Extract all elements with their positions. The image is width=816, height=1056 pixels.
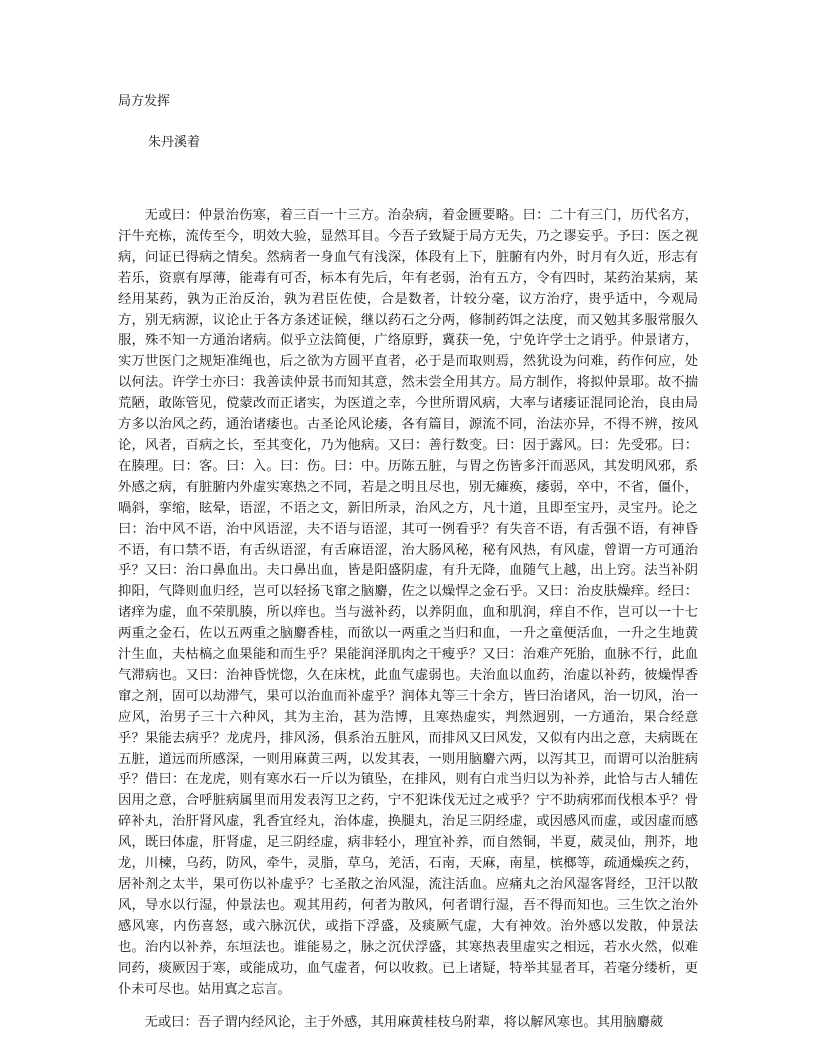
- document-title: 局方发挥: [118, 94, 171, 109]
- body-paragraph: 无或曰：吾子谓内经风论，主于外感，其用麻黄桂枝乌附辈，将以解风寒也。其用脑麝葳: [144, 1015, 664, 1031]
- body-paragraph: 无或曰：仲景治伤寒，着三百一十三方。治杂病，着金匮要略。曰：二十有三门，历代名方，汗牛充栋，流传至今，明效大验，显然耳目。今吾子致疑于局方无失，乃之谬妄乎。予曰：医之视病，问证已得病之情矣。然病者一身血气有浅深，体段有上下，脏腑有内外，时月有久近，形志有若乐，资禀有厚薄，能毒有可否，标本有先后，年有老弱，治有五方，令有四时，某药治某病，某经用某药，孰为正治反治，孰为君臣佐使，合是数者，计较分毫，议方治疗，贵乎适中，今观局方，别无病源，议论止于各方条述证候，继以药石之分两，修制药饵之法度，而又勉其多服常服久服，殊不知一方通治诸病。似乎立法简便，广络原野，冀获一免，宁免许学士之诮乎。仲景诸方，实万世医门之规矩准绳也，后之欲为方圆平直者，必于是而取则焉，然犹设为问难，药作何应，处以何法。许学士亦曰：我善读仲景书而知其意，然未尝全用其方。局方制作，将拟仲景耶。故不揣荒陋，敢陈管见，傥蒙改而正诸实，为医道之幸，今世所谓风病，大率与诸痿证混同论治，良由局方多以治风之药，通治诸痿也。古圣论风论痿，各有篇目，源流不同，治法亦异，不得不辨，按风论，风者，百病之长，至其变化，乃为他病。又曰：善行数变。曰：因于露风。曰：先受邪。曰：在腠理。曰：客。曰：入。曰：伤。曰：中。历陈五脏，与胃之伤皆多汗而恶风，其发明风邪，系外感之病，有脏腑内外虚实寒热之不同，若是之明且尽也，别无瘫痪，痿弱，卒中，不省，僵仆，喎斜，挛缩，眩晕，语涩，不语之文，新旧所录，治风之方，凡十道，且即至宝丹，灵宝丹。论之曰：治中风不语，治中风语涩，夫不语与语涩，其可一例看乎？有失音不语，有舌强不语，有神昏不语，有口禁不语，有舌纵语涩，有舌麻语涩，治大肠风秘，秘有风热，有风虚，曾谓一方可通治乎？又曰：治口鼻血出。夫口鼻出血，皆是阳盛阴虚，有升无降，血随气上越，出上窍。法当补阴抑阳，气降则血归经，岂可以轻扬飞窜之脑麝，佐之以燥悍之金石乎。又曰：治皮肤燥痒。经曰：诸痒为虚，血不荣肌腠，所以痒也。当与滋补药，以养阴血，血和肌润，痒自不作，岂可以一十七两重之金石，佐以五两重之脑麝香桂，而欲以一两重之当归和血，一升之童便活血，一升之生地黄汁生血，夫枯槁之血果能和而生乎？果能润泽肌肉之干瘦乎？又曰：治难产死胎，血脉不行，此血气滞病也。又曰：治神昏恍惚，久在床枕，此血气虚弱也。夫治血以血药，治虚以补药，彼燥悍香窜之剂，固可以劫滞气，果可以治血而补虚乎？润体丸等三十余方，皆曰治诸风，治一切风，治一应风，治男子三十六种风，其为主治，甚为浩博，且寒热虚实，判然迥别，一方通治，果合经意乎？果能去病乎？龙虎丹，排风汤，俱系治五脏风，而排风又曰风发，又似有内出之意，夫病既在五脏，道远而所感深，一则用麻黄三两，以发其表，一则用脑麝六两，以泻其卫，而谓可以治脏病乎？借曰：在龙虎，则有寒水石一斤以为镇坠，在排风，则有白朮当归以为补养，此恰与古人辅佐因用之意，合呼脏病属里而用发表泻卫之药，宁不犯诛伐无过之戒乎？宁不助病邪而伐根本乎？骨碎补丸，治肝肾风虚，乳香宜经丸，治体虚，换腿丸，治足三阴经虚，或因感风而虚，或因虚而感风，既曰体虚，肝肾虚，足三阴经虚，病非轻小，理宜补养，而自然铜，半夏，葳灵仙，荆芥，地龙，川楝，乌药，防风，牵牛，灵脂，草乌，羌活，石南，天麻，南星，槟榔等，疏通燥疾之药，居补剂之太半，果可伤以补虚乎？七圣散之治风湿，流注活血。应痛丸之治风湿客肾经，卫汗以散风，导水以行湿，仲景法也。观其用药，何者为散风，何者谓行湿，吾不得而知也。三生饮之治外感风寒，内伤喜怒，或六脉沉伏，或指下浮盛，及痰厥气虚，大有神效。治外感以发散，仲景法也。治内以补养，东垣法也。谁能易之，脉之沉伏浮盛，其寒热表里虚实之相远，若水火然，似难同药，痰厥因于寒，或能成功，血气虚者，何以收救。已上诸疑，特举其显者耳，若毫分缕析，更仆未可尽也。姑用寘之忘言。: [118, 208, 698, 997]
- document-body: [118, 206, 698, 1034]
- author-line: 朱丹溪着: [148, 135, 201, 150]
